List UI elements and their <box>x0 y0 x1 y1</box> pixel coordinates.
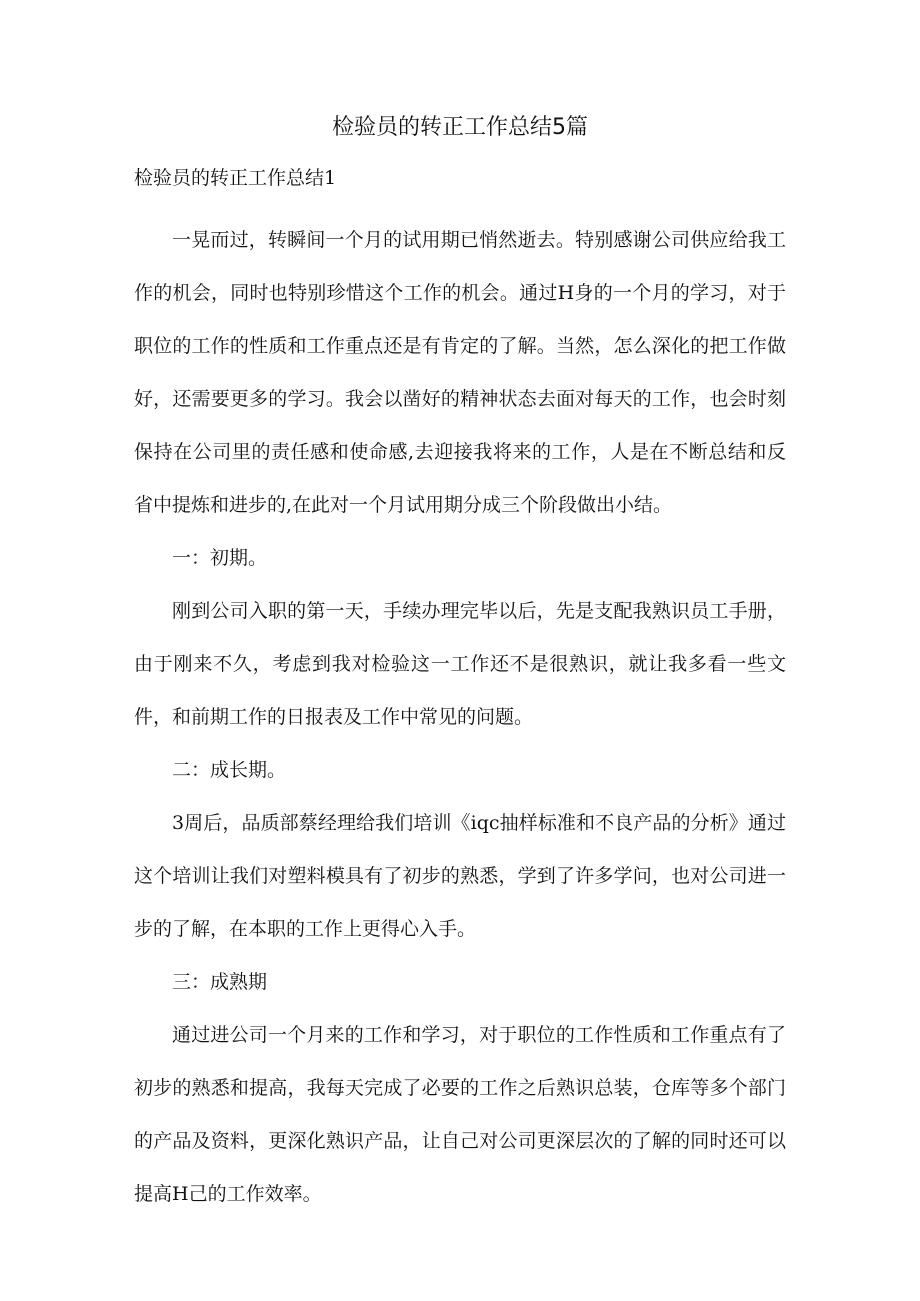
stage2-paragraph: 3周后，品质部蔡经理给我们培训《iqc抽样标准和不良产品的分析》通过这个培训让我们对塑料模具有了初步的熟悉，学到了许多学问，也对公司进一步的了解，在本职的工作上更得心入手。 <box>134 812 786 940</box>
stage3-paragraph: 通过进公司一个月来的工作和学习，对于职位的工作性质和工作重点有了初步的熟悉和提高，我每天完成了必要的工作之后熟识总装，仓库等多个部门的产品及资料，更深化熟识产品，让自己对公司更深层次的了解的同时还可以提高H己的工作效率。 <box>134 1024 786 1205</box>
document-subtitle: 检验员的转正工作总结1 <box>134 167 337 189</box>
stage1-heading: 一：初期。 <box>172 547 268 569</box>
stage1-paragraph: 刚到公司入职的第一天，手续办理完毕以后，先是支配我熟识员工手册，由于刚来不久，考虑到我对检验这一工作还不是很熟识，就让我多看一些文件，和前期工作的日报表及工作中常见的问题。 <box>134 600 786 728</box>
stage2-heading: 二：成长期。 <box>172 759 287 781</box>
stage3-heading: 三：成熟期 <box>172 971 268 993</box>
intro-paragraph: 一晃而过，转瞬间一个月的试用期已悄然逝去。特别感谢公司供应给我工作的机会，同时也特别珍惜这个工作的机会。通过H身的一个月的学习，对于职位的工作的性质和工作重点还是有肯定的了解。当然，怎么深化的把工作做好，还需要更多的学习。我会以凿好的精神状态去面对每天的工作，也会时刻保持在公司里的责任感和使命感,去迎接我将来的工作，人是在不断总结和反省中提炼和进步的,在此对一个月试用期分成三个阶段做出小结。 <box>134 229 786 516</box>
document-title: 检验员的转正工作总结5篇 <box>332 115 588 140</box>
